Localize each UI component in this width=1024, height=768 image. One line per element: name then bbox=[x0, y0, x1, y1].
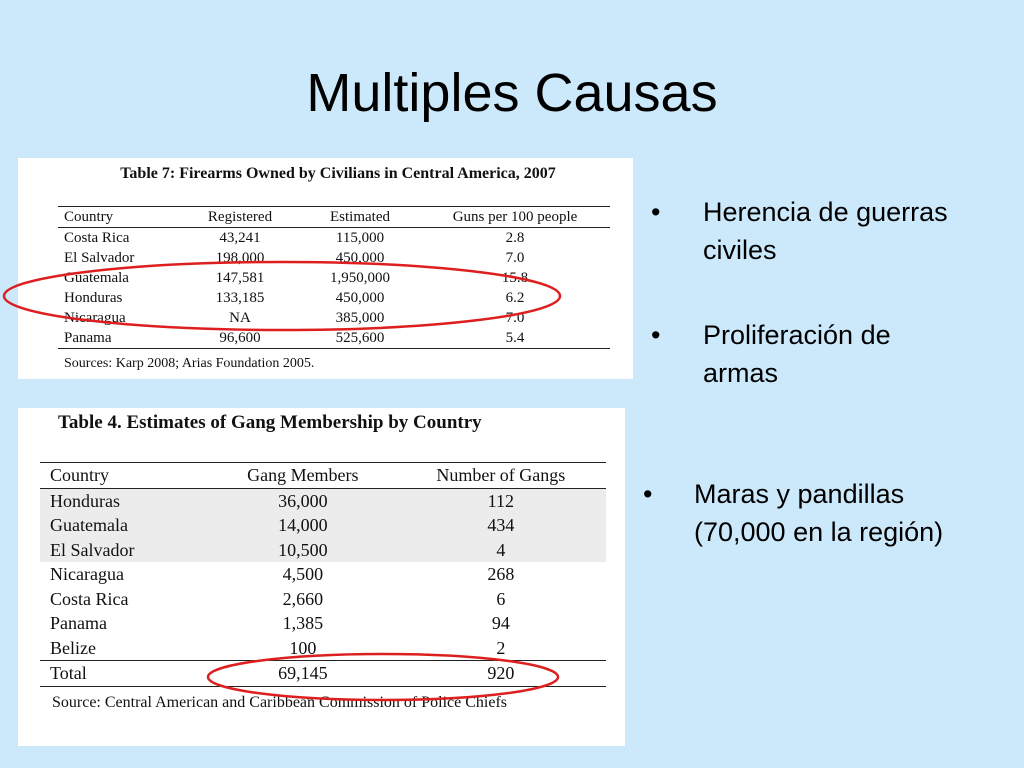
bullet-item bbox=[651, 316, 1021, 396]
bullet-dot: • bbox=[651, 320, 661, 350]
table-row bbox=[40, 611, 606, 636]
table-cell: 43,241 bbox=[219, 230, 261, 246]
table-cell: 450,000 bbox=[335, 250, 385, 266]
column-header-country: Country bbox=[40, 463, 210, 489]
firearms-table-panel bbox=[18, 158, 633, 379]
column-header-guns-per-100: Guns per 100 people bbox=[420, 207, 610, 228]
table-cell: 1,950,000 bbox=[330, 270, 390, 286]
column-header-estimated: Estimated bbox=[300, 207, 420, 228]
table-cell: 147,581 bbox=[215, 270, 265, 286]
table-cell: 112 bbox=[396, 488, 606, 513]
table-row bbox=[58, 228, 610, 249]
table-cell: 96,600 bbox=[180, 328, 300, 349]
column-header-number-of-gangs: Number of Gangs bbox=[396, 463, 606, 489]
table-row bbox=[40, 513, 606, 538]
table-cell: Panama bbox=[58, 328, 180, 349]
table-row bbox=[58, 308, 610, 328]
gang-table bbox=[40, 462, 606, 687]
table-cell: 2,660 bbox=[282, 588, 324, 609]
table-cell: Guatemala bbox=[40, 513, 210, 538]
table-cell: 6 bbox=[496, 588, 506, 609]
table-row bbox=[58, 288, 610, 308]
gang-table-panel bbox=[18, 408, 625, 746]
gang-table-caption: Table 4. Estimates of Gang Membership by Country bbox=[58, 412, 482, 433]
table-cell: 450,000 bbox=[335, 290, 385, 306]
table-row bbox=[40, 488, 606, 513]
table-cell: Total bbox=[40, 661, 210, 687]
table-cell: 94 bbox=[491, 613, 510, 634]
gang-table-source: Source: Central American and Caribbean Commission of Police Chiefs bbox=[52, 694, 508, 711]
bullet-text: Herencia de guerras civiles bbox=[703, 197, 948, 265]
bullet-dot: • bbox=[643, 479, 653, 509]
bullet-text: Proliferación de armas bbox=[703, 320, 891, 388]
table-cell: 385,000 bbox=[335, 310, 385, 326]
column-header-country: Country bbox=[58, 207, 180, 228]
table-cell: 1,385 bbox=[282, 613, 324, 634]
column-header-gang-members: Gang Members bbox=[210, 463, 396, 489]
firearms-table bbox=[58, 206, 610, 349]
bullet-dot: • bbox=[651, 197, 661, 227]
table-header-row bbox=[58, 207, 610, 228]
table-cell: 5.4 bbox=[420, 328, 610, 349]
table-cell: 920 bbox=[396, 661, 606, 687]
table-cell: El Salvador bbox=[40, 538, 210, 563]
table-cell: 2 bbox=[496, 637, 506, 658]
table-cell: 6.2 bbox=[505, 290, 525, 306]
table-row bbox=[40, 636, 606, 661]
table-cell: Nicaragua bbox=[64, 310, 126, 326]
table-cell: 14,000 bbox=[210, 513, 396, 538]
table-cell: Honduras bbox=[64, 290, 123, 306]
bullet-text: Maras y pandillas (70,000 en la región) bbox=[694, 479, 944, 547]
table-cell: 7.0 bbox=[505, 310, 525, 326]
table-cell: Costa Rica bbox=[50, 588, 129, 609]
bullet-item bbox=[651, 193, 1021, 273]
table-cell: 69,145 bbox=[210, 661, 396, 687]
table-cell: Guatemala bbox=[64, 270, 129, 286]
table-cell: 198,000 bbox=[215, 250, 265, 266]
table-header-row bbox=[40, 463, 606, 489]
table-row bbox=[40, 538, 606, 563]
table-row bbox=[40, 562, 606, 587]
table-cell: 525,600 bbox=[300, 328, 420, 349]
table-cell: 4 bbox=[396, 538, 606, 563]
table-total-row bbox=[40, 661, 606, 687]
table-cell: 15.8 bbox=[501, 270, 529, 286]
table-cell: El Salvador bbox=[64, 250, 135, 266]
table-cell: 7.0 bbox=[505, 250, 525, 266]
table-cell: NA bbox=[229, 310, 251, 326]
table-cell: 4,500 bbox=[282, 564, 324, 585]
table-row bbox=[58, 248, 610, 268]
table-row bbox=[40, 587, 606, 612]
table-cell: Panama bbox=[50, 613, 107, 634]
table-cell: Costa Rica bbox=[64, 230, 130, 246]
table-cell: Belize bbox=[50, 637, 96, 658]
table-cell: 133,185 bbox=[215, 290, 265, 306]
table-cell: 100 bbox=[289, 637, 317, 658]
firearms-table-caption: Table 7: Firearms Owned by Civilians in Central America, 2007 bbox=[120, 165, 556, 182]
table-row bbox=[58, 268, 610, 288]
slide-title: Multiples Causas bbox=[306, 63, 718, 123]
firearms-table-source: Sources: Karp 2008; Arias Foundation 2005. bbox=[64, 356, 315, 371]
table-cell: 2.8 bbox=[505, 230, 525, 246]
table-cell: Honduras bbox=[40, 488, 210, 513]
table-cell: 268 bbox=[487, 564, 515, 585]
table-cell: 434 bbox=[396, 513, 606, 538]
table-row bbox=[58, 328, 610, 349]
bullet-item bbox=[643, 475, 1023, 595]
table-cell: Nicaragua bbox=[50, 564, 124, 585]
column-header-registered: Registered bbox=[180, 207, 300, 228]
table-cell: 36,000 bbox=[210, 488, 396, 513]
table-cell: 115,000 bbox=[335, 230, 385, 246]
table-cell: 10,500 bbox=[210, 538, 396, 563]
